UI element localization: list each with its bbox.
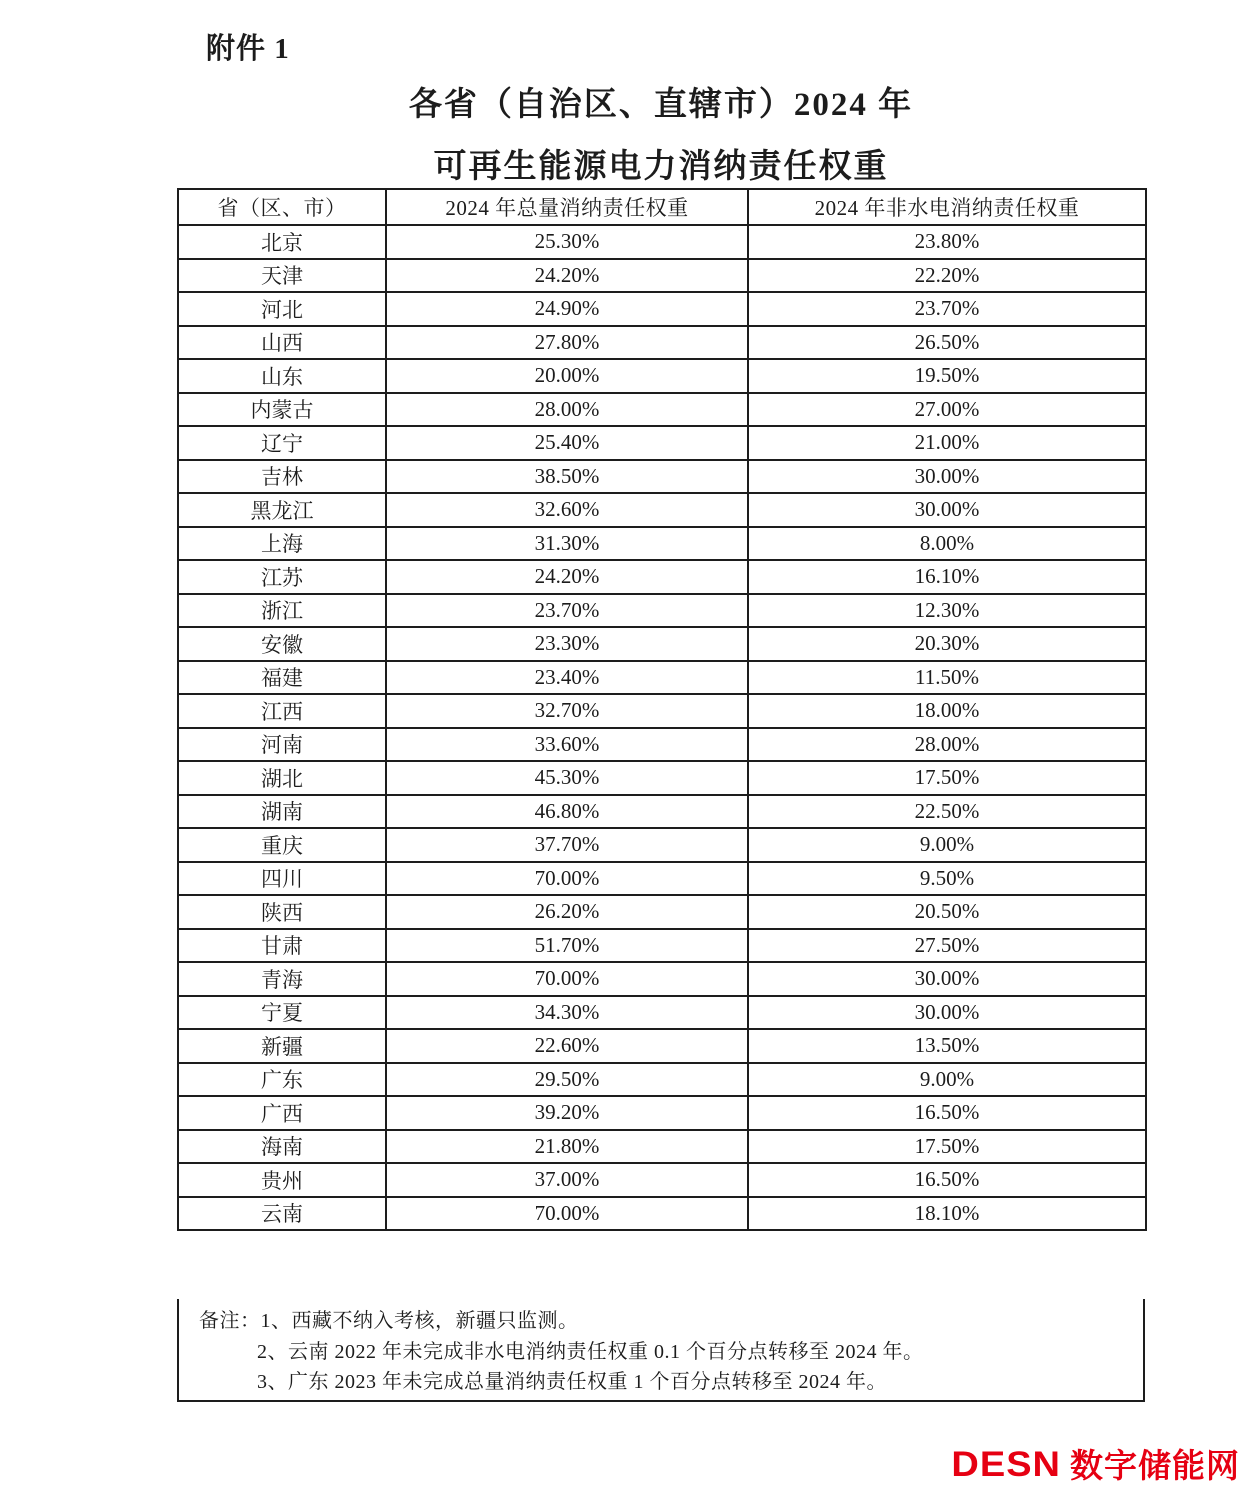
table-row: [178, 929, 1146, 963]
table-row: [178, 292, 1146, 326]
non-hydro-weight-cell: 30.00%: [748, 962, 1146, 996]
total-weight-cell: 23.70%: [386, 594, 748, 628]
desn-logo-name: 数字储能网: [1070, 1446, 1240, 1484]
non-hydro-weight-cell: 18.00%: [748, 694, 1146, 728]
total-weight-cell: 37.00%: [386, 1163, 748, 1197]
province-cell: 宁夏: [178, 996, 386, 1030]
total-weight-cell: 32.60%: [386, 493, 748, 527]
province-cell: 陕西: [178, 895, 386, 929]
total-weight-cell: 37.70%: [386, 828, 748, 862]
table-row: [178, 527, 1146, 561]
total-weight-cell: 70.00%: [386, 1197, 748, 1231]
table-row: [178, 962, 1146, 996]
total-weight-cell: 26.20%: [386, 895, 748, 929]
non-hydro-weight-cell: 8.00%: [748, 527, 1146, 561]
non-hydro-weight-cell: 30.00%: [748, 996, 1146, 1030]
non-hydro-weight-cell: 20.50%: [748, 895, 1146, 929]
notes-line-1: [199, 1306, 1129, 1337]
province-cell: 吉林: [178, 460, 386, 494]
non-hydro-weight-cell: 22.50%: [748, 795, 1146, 829]
total-weight-cell: 23.40%: [386, 661, 748, 695]
table-row: [178, 1029, 1146, 1063]
total-weight-cell: 21.80%: [386, 1130, 748, 1164]
non-hydro-weight-cell: 22.20%: [748, 259, 1146, 293]
non-hydro-weight-cell: 21.00%: [748, 426, 1146, 460]
non-hydro-weight-cell: 16.50%: [748, 1163, 1146, 1197]
desn-logo: [951, 1446, 1240, 1484]
province-cell: 福建: [178, 661, 386, 695]
table-row: [178, 326, 1146, 360]
non-hydro-weight-cell: 30.00%: [748, 493, 1146, 527]
total-weight-cell: 32.70%: [386, 694, 748, 728]
province-cell: 青海: [178, 962, 386, 996]
province-cell: 河北: [178, 292, 386, 326]
non-hydro-weight-cell: 9.00%: [748, 1063, 1146, 1097]
weights-table: [177, 188, 1147, 1231]
table-row: [178, 393, 1146, 427]
total-weight-cell: 25.30%: [386, 225, 748, 259]
total-weight-cell: 31.30%: [386, 527, 748, 561]
table-row: [178, 862, 1146, 896]
notes-line-2: 2、云南 2022 年未完成非水电消纳责任权重 0.1 个百分点转移至 2024 年。: [257, 1340, 924, 1363]
document-title-line2: 可再生能源电力消纳责任权重: [433, 149, 889, 185]
table-row: [178, 728, 1146, 762]
total-weight-cell: 38.50%: [386, 460, 748, 494]
province-cell: 河南: [178, 728, 386, 762]
province-cell: 天津: [178, 259, 386, 293]
total-weight-cell: 70.00%: [386, 962, 748, 996]
header-total-weight: 2024 年总量消纳责任权重: [386, 189, 748, 225]
table-row: [178, 1163, 1146, 1197]
non-hydro-weight-cell: 16.50%: [748, 1096, 1146, 1130]
table-row: [178, 460, 1146, 494]
non-hydro-weight-cell: 11.50%: [748, 661, 1146, 695]
non-hydro-weight-cell: 27.50%: [748, 929, 1146, 963]
total-weight-cell: 22.60%: [386, 1029, 748, 1063]
non-hydro-weight-cell: 18.10%: [748, 1197, 1146, 1231]
table-row: [178, 761, 1146, 795]
province-cell: 新疆: [178, 1029, 386, 1063]
province-cell: 重庆: [178, 828, 386, 862]
table-row: [178, 259, 1146, 293]
table-row: [178, 1096, 1146, 1130]
province-cell: 贵州: [178, 1163, 386, 1197]
province-cell: 广东: [178, 1063, 386, 1097]
province-cell: 湖北: [178, 761, 386, 795]
non-hydro-weight-cell: 27.00%: [748, 393, 1146, 427]
notes-label: 备注：: [199, 1310, 261, 1332]
province-cell: 内蒙古: [178, 393, 386, 427]
province-cell: 湖南: [178, 795, 386, 829]
total-weight-cell: 45.30%: [386, 761, 748, 795]
total-weight-cell: 24.20%: [386, 560, 748, 594]
non-hydro-weight-cell: 17.50%: [748, 761, 1146, 795]
total-weight-cell: 28.00%: [386, 393, 748, 427]
table-body: [178, 225, 1146, 1230]
province-cell: 北京: [178, 225, 386, 259]
total-weight-cell: 20.00%: [386, 359, 748, 393]
province-cell: 江苏: [178, 560, 386, 594]
document-title: [177, 74, 1145, 198]
non-hydro-weight-cell: 28.00%: [748, 728, 1146, 762]
table-row: [178, 828, 1146, 862]
province-cell: 山西: [178, 326, 386, 360]
note-item-1: 1、西藏不纳入考核，新疆只监测。: [260, 1310, 579, 1332]
non-hydro-weight-cell: 23.80%: [748, 225, 1146, 259]
total-weight-cell: 24.90%: [386, 292, 748, 326]
table-row: [178, 627, 1146, 661]
total-weight-cell: 29.50%: [386, 1063, 748, 1097]
province-cell: 甘肃: [178, 929, 386, 963]
total-weight-cell: 25.40%: [386, 426, 748, 460]
total-weight-cell: 46.80%: [386, 795, 748, 829]
non-hydro-weight-cell: 9.00%: [748, 828, 1146, 862]
non-hydro-weight-cell: 16.10%: [748, 560, 1146, 594]
non-hydro-weight-cell: 9.50%: [748, 862, 1146, 896]
table-row: [178, 1063, 1146, 1097]
non-hydro-weight-cell: 19.50%: [748, 359, 1146, 393]
province-cell: 四川: [178, 862, 386, 896]
total-weight-cell: 51.70%: [386, 929, 748, 963]
header-province: 省（区、市）: [178, 189, 386, 225]
notes-line-3: 3、广东 2023 年未完成总量消纳责任权重 1 个百分点转移至 2024 年。: [257, 1371, 887, 1393]
province-cell: 海南: [178, 1130, 386, 1164]
total-weight-cell: 70.00%: [386, 862, 748, 896]
non-hydro-weight-cell: 12.30%: [748, 594, 1146, 628]
table-row: [178, 996, 1146, 1030]
table-row: [178, 560, 1146, 594]
total-weight-cell: 24.20%: [386, 259, 748, 293]
table-row: [178, 795, 1146, 829]
total-weight-cell: 34.30%: [386, 996, 748, 1030]
total-weight-cell: 23.30%: [386, 627, 748, 661]
province-cell: 上海: [178, 527, 386, 561]
table-header-row: [178, 189, 1146, 225]
non-hydro-weight-cell: 23.70%: [748, 292, 1146, 326]
document-title-line1: 各省（自治区、直辖市）2024 年: [408, 87, 914, 123]
non-hydro-weight-cell: 20.30%: [748, 627, 1146, 661]
table-row: [178, 493, 1146, 527]
total-weight-cell: 27.80%: [386, 326, 748, 360]
non-hydro-weight-cell: 30.00%: [748, 460, 1146, 494]
province-cell: 云南: [178, 1197, 386, 1231]
province-cell: 黑龙江: [178, 493, 386, 527]
non-hydro-weight-cell: 13.50%: [748, 1029, 1146, 1063]
province-cell: 江西: [178, 694, 386, 728]
province-cell: 山东: [178, 359, 386, 393]
province-cell: 安徽: [178, 627, 386, 661]
table-row: [178, 426, 1146, 460]
province-cell: 广西: [178, 1096, 386, 1130]
table-row: [178, 594, 1146, 628]
header-non-hydro-weight: 2024 年非水电消纳责任权重: [748, 189, 1146, 225]
table-row: [178, 359, 1146, 393]
total-weight-cell: 39.20%: [386, 1096, 748, 1130]
table-row: [178, 661, 1146, 695]
table-row: [178, 694, 1146, 728]
table-row: [178, 225, 1146, 259]
table-row: [178, 1197, 1146, 1231]
desn-logo-letters: DESN: [951, 1445, 1061, 1485]
total-weight-cell: 33.60%: [386, 728, 748, 762]
non-hydro-weight-cell: 17.50%: [748, 1130, 1146, 1164]
non-hydro-weight-cell: 26.50%: [748, 326, 1146, 360]
province-cell: 辽宁: [178, 426, 386, 460]
notes-box: [177, 1299, 1145, 1402]
table-row: [178, 1130, 1146, 1164]
province-cell: 浙江: [178, 594, 386, 628]
table-row: [178, 895, 1146, 929]
attachment-label: 附件 1: [206, 33, 290, 65]
